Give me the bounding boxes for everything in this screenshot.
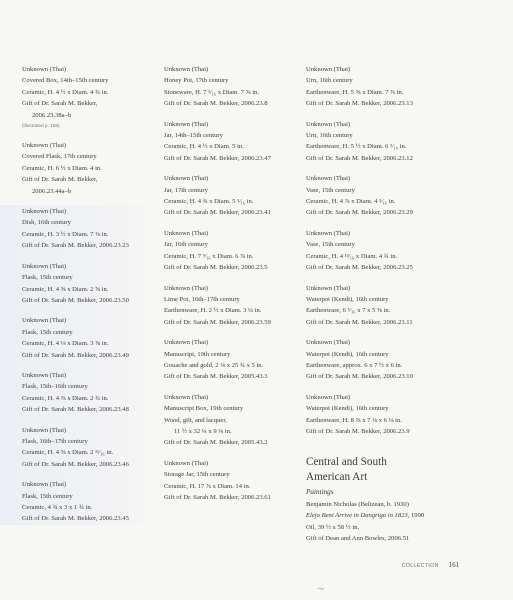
catalog-entry (306, 173, 436, 219)
entry-line: Covered Box, 14th–15th century (22, 77, 109, 85)
entry-line: Jar, 14th–15th century (164, 132, 223, 140)
entry-line: Flask, 15th century (22, 328, 73, 336)
entry-line: Lime Pot, 16th–17th century (164, 295, 240, 303)
entry-line: Unknown (Thai) (164, 393, 209, 401)
catalog-entry (306, 337, 436, 383)
entry-line: Unknown (Thai) (22, 66, 67, 73)
section-subtitle: Paintings (306, 488, 334, 497)
catalog-entry (164, 119, 294, 165)
catalog-entry (22, 315, 152, 361)
entry-line: Gift of Dr. Sarah M. Bekker, 2006.23.50 (22, 296, 129, 304)
entry-line: Gift of Dr. Sarah M. Bekker, 2005.43.3 (164, 373, 268, 381)
catalog-entry (22, 140, 152, 197)
catalog-entry (306, 228, 436, 274)
entry-line: Ceramic, H. 6 ½ x Diam. 4 in. (22, 164, 102, 172)
entry-line: Gift of Dr. Sarah M. Bekker, 2006.23.61 (164, 494, 271, 501)
entry-line: Earthenware, H. 2 ½ x Diam. 3 ¼ in. (164, 307, 262, 315)
entry-line: Earthenware, H. 5 ½ x Diam. 6 ⁹⁄₁₆ in. (306, 143, 407, 151)
entry-line: Unknown (Thai) (22, 371, 67, 379)
entry-line: Gift of Dr. Sarah M. Bekker, 2006.23.29 (306, 209, 413, 217)
entry-line: Gift of Dr. Sarah M. Bekker, 2006.23.12 (306, 154, 413, 162)
section-title-line-2: American Art (306, 470, 368, 483)
entry-line: Wood, gilt, and lacquer, (164, 416, 227, 424)
entry-line: Unknown (Thai) (22, 426, 67, 434)
entry-line: Gift of Dr. Sarah M. Bekker, 2006.23.11 (306, 318, 413, 326)
entry-line: Covered Flask, 17th century (22, 153, 97, 161)
entry-line: Unknown (Thai) (22, 208, 67, 216)
entry-line: Ceramic, H. 17 ⅞ x Diam. 14 in. (164, 482, 251, 490)
entry-line: Ceramic, H. 7 ⁹⁄₁₆ x Diam. 6 ⅞ in. (164, 252, 254, 260)
printer-mark-icon (317, 586, 325, 591)
entry-line: Unknown (Thai) (306, 66, 351, 73)
entry-line: Jar, 17th century (164, 186, 208, 194)
entry-line: Manuscript Box, 19th century (164, 405, 244, 413)
entry-line: Unknown (Thai) (22, 317, 67, 325)
section-title-line-1: Central and South (306, 456, 387, 469)
entry-line: Ceramic, H. 4 ¹³⁄₁₆ x Diam. 4 ¾ in. (306, 252, 398, 260)
catalog-entry (164, 458, 294, 504)
illustration-note: (illustrated p. 158) (22, 123, 60, 129)
entry-artist: Benjamin Nicholas (Belizean, b. 1930) (306, 500, 409, 508)
entry-line: Unknown (Thai) (164, 66, 209, 73)
catalog-entry (22, 261, 152, 307)
entry-line: Unknown (Thai) (306, 339, 351, 347)
catalog-entry (164, 173, 294, 219)
entry-line: Honey Pot, 17th century (164, 77, 229, 85)
entry-line: Ceramic, H. 4 ½ x Diam. 5 in. (164, 143, 244, 151)
entry-line: Ceramic, H. 4 ½ x Diam. 4 ¾ in. (22, 88, 109, 96)
column-3 (306, 64, 436, 554)
entry-line: Ceramic, H. 3 ½ x Diam. 7 ⅜ in. (22, 230, 109, 238)
entry-line: Gift of Dr. Sarah M. Bekker, 2006.23.49 (22, 351, 129, 359)
catalog-entry (306, 499, 436, 545)
catalog-entry (22, 206, 152, 252)
column-3-entries (306, 64, 436, 437)
entry-line: Unknown (Thai) (306, 120, 351, 128)
catalog-entry (306, 64, 436, 110)
catalog-entry (164, 228, 294, 274)
entry-line: Ceramic, H. 4 ⅛ x Diam. 3 ⅝ in. (22, 340, 109, 348)
catalog-entry (306, 119, 436, 165)
entry-line: Earthenware, 6 ⁵⁄₁₆ x 7 x 5 ⅝ in. (306, 307, 391, 315)
entry-line: Gift of Dr. Sarah M. Bekker, 2006.23.45 (22, 515, 129, 523)
entry-credit: Gift of Dean and Ann Bowles, 2006.51 (306, 535, 410, 543)
footer-section-label: COLLECTION (401, 563, 439, 569)
catalog-entry (164, 392, 294, 449)
entry-line: Gift of Dr. Sarah M. Bekker, 2006.23.41 (164, 209, 271, 217)
entry-line: Ceramic, H. 4 ⅝ x Diam. 2 ¹¹⁄₁₆ in. (22, 449, 114, 457)
entry-line: Unknown (Thai) (306, 229, 351, 237)
entry-line: Flask, 15th–16th century (22, 383, 88, 391)
entry-year: 1990 (409, 512, 425, 520)
catalog-entry (22, 479, 152, 525)
entry-line: Unknown (Thai) (164, 284, 209, 292)
entry-line: Gouache and gold, 2 ⅜ x 25 ¾ x 5 in. (164, 361, 264, 369)
entry-line: 2006.23.38a–b (32, 111, 72, 119)
catalog-entry (22, 425, 152, 471)
catalog-entry (22, 64, 152, 131)
entry-line: Gift of Dr. Sarah M. Bekker, 2006.23.5 (164, 264, 268, 272)
entry-line: Unknown (Thai) (306, 175, 351, 183)
catalog-entry (306, 283, 436, 329)
entry-line: Ceramic, H. 4 ⅝ x Diam. 2 ⅝ in. (22, 285, 109, 293)
entry-line: Flask, 16th–17th century (22, 437, 88, 445)
entry-line: Earthenware, approx. 6 x 7 ½ x 6 in. (306, 361, 403, 369)
section-central-south-american-art (306, 455, 436, 544)
entry-line: Unknown (Thai) (22, 481, 67, 489)
entry-line: Unknown (Thai) (164, 339, 209, 347)
entry-line: Gift of Dr. Sarah M. Bekker, 2006.23.9 (306, 427, 410, 435)
entry-line: Flask, 15th century (22, 274, 73, 282)
entry-line: Unknown (Thai) (164, 120, 209, 128)
entry-title: Elejo Beni Arrive in Dangriga in 1823, (306, 512, 410, 520)
entry-line: Urn, 16th century (306, 77, 353, 85)
entry-line: Gift of Dr. Sarah M. Bekker, 2006.23.48 (22, 406, 129, 414)
entry-line: Unknown (Thai) (164, 229, 209, 237)
catalog-entry (306, 392, 436, 438)
entry-line: 2006.23.44a–b (32, 187, 72, 195)
column-1 (22, 64, 152, 534)
entry-line: Jar, 16th century (164, 241, 208, 249)
entry-line: Unknown (Thai) (22, 262, 67, 270)
entry-line: Urn, 16th century (306, 132, 353, 140)
entry-line: Gift of Dr. Sarah M. Bekker, 2006.23.8 (164, 100, 268, 108)
entry-line: Storage Jar, 15th century (164, 471, 230, 479)
entry-line: Waterpot (Kendi), 16th century (306, 295, 389, 303)
entry-line: Unknown (Thai) (164, 175, 209, 183)
entry-line: Gift of Dr. Sarah M. Bekker, 2006.23.25 (306, 264, 413, 272)
entry-line: Gift of Dr. Sarah M. Bekker, 2006.23.10 (306, 373, 413, 381)
entry-line: Earthenware, H. 5 ⅝ x Diam. 7 ⅞ in. (306, 88, 404, 96)
entry-line: Vase, 15th century (306, 241, 355, 249)
entry-line: Ceramic, H. 4 ⅞ x Diam. 2 ¾ in. (22, 394, 109, 402)
entry-line: Vase, 15th century (306, 186, 355, 194)
entry-line: Gift of Dr. Sarah M. Bekker, 2006.23.23 (22, 242, 129, 250)
entry-line: Unknown (Thai) (164, 459, 209, 467)
entry-line: Waterpot (Kendi), 16th century (306, 405, 389, 413)
entry-line: Gift of Dr. Sarah M. Bekker, 2005.43.2 (164, 439, 268, 447)
entry-line: Waterpot (Kendi), 16th century (306, 350, 389, 358)
page-number: 161 (448, 562, 459, 569)
entry-line: Gift of Dr. Sarah M. Bekker, (22, 100, 98, 108)
entry-line: Manuscript, 19th century (164, 350, 231, 358)
entry-line: Gift of Dr. Sarah M. Bekker, 2006.23.59 (164, 318, 271, 326)
column-2 (164, 64, 294, 512)
entry-line: Earthenware, H. 8 ⅞ x 7 ⅜ x 6 ⅛ in. (306, 416, 402, 424)
entry-medium: Oil, 39 ½ x 58 ½ in. (306, 523, 360, 531)
entry-line: Gift of Dr. Sarah M. Bekker, 2006.23.46 (22, 460, 129, 468)
entry-title-line (306, 510, 436, 521)
entry-line: Dish, 16th century (22, 219, 71, 227)
entry-line: Gift of Dr. Sarah M. Bekker, 2006.23.47 (164, 154, 271, 162)
entry-line: Stoneware, H. 7 ⁵⁄₁₆ x Diam. 7 ⅝ in. (164, 88, 259, 96)
catalog-entry (22, 370, 152, 416)
entry-line: Gift of Dr. Sarah M. Bekker, (22, 176, 98, 184)
entry-line: Unknown (Thai) (306, 393, 351, 401)
entry-line: Ceramic, 4 ¾ x 3 x 1 ¾ in. (22, 504, 93, 511)
entry-line: Unknown (Thai) (22, 142, 67, 150)
entry-line: Flask, 15th century (22, 492, 73, 500)
entry-line: Gift of Dr. Sarah M. Bekker, 2006.23.13 (306, 100, 413, 108)
entry-line: Ceramic, H. 4 ⅞ x Diam. 4 ⁵⁄₁₆ in. (306, 198, 396, 206)
catalog-entry (164, 337, 294, 383)
entry-line: Unknown (Thai) (306, 284, 351, 292)
entry-line: Ceramic, H. 4 ¾ x Diam. 5 ⁵⁄₁₆ in. (164, 198, 254, 206)
page-footer (402, 561, 459, 571)
entry-line: 11 ½ x 32 ¼ x 9 ⅛ in. (174, 427, 232, 435)
catalog-entry (164, 283, 294, 329)
catalog-entry (164, 64, 294, 110)
